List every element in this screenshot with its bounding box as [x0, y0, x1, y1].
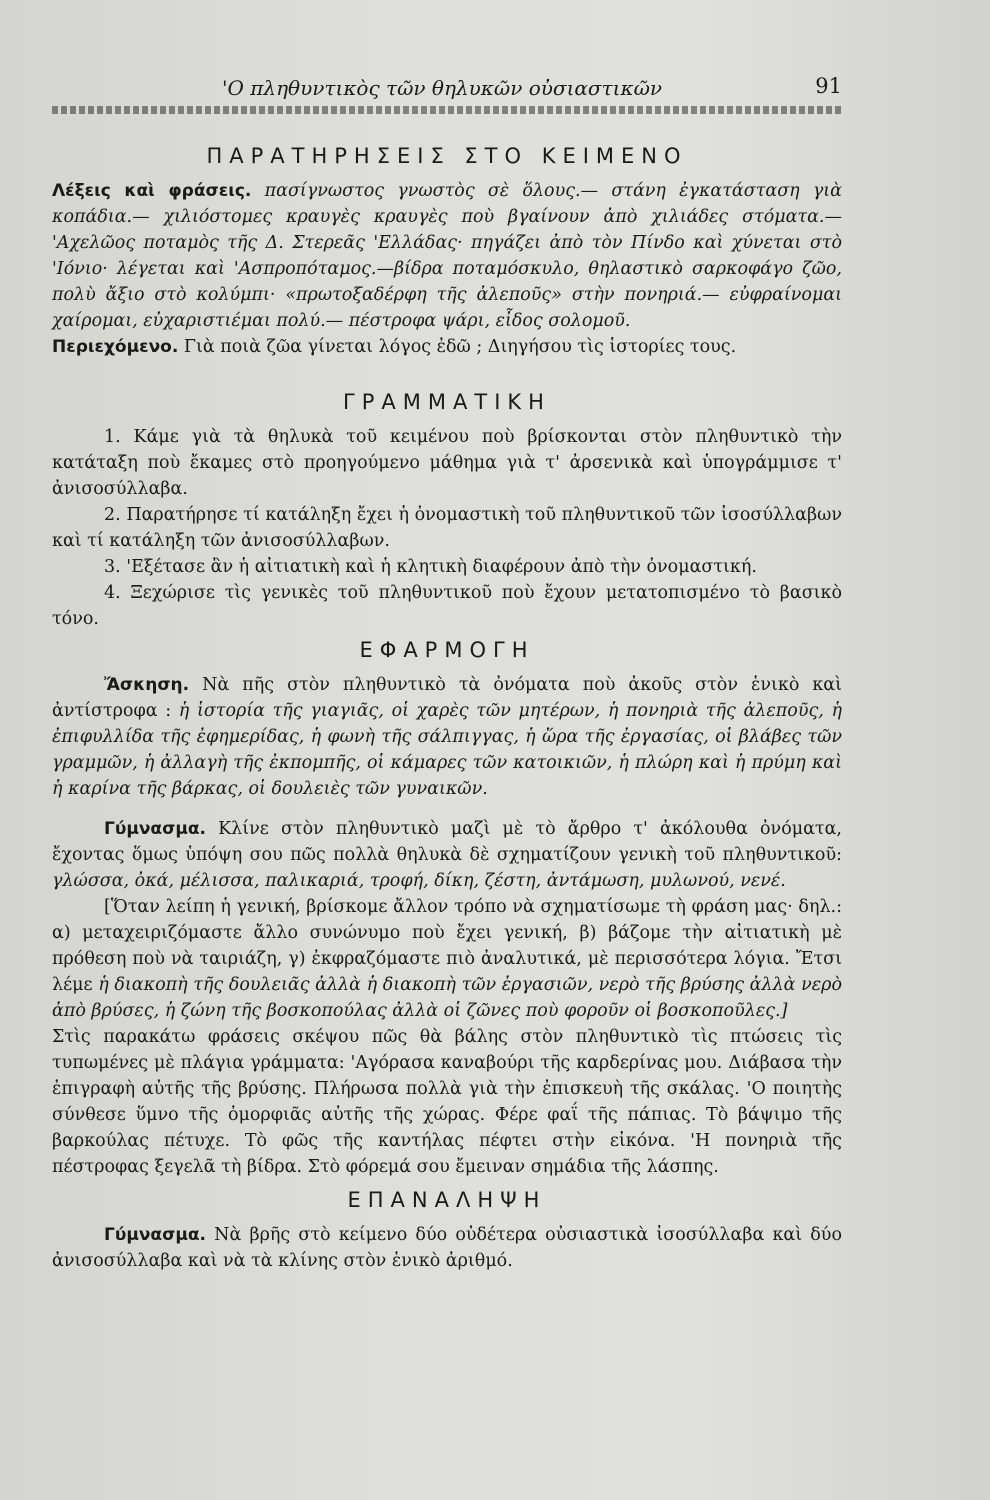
header-rule	[52, 106, 842, 114]
content-label: Περιεχόμενο.	[52, 337, 179, 357]
review-paragraph	[52, 1222, 842, 1274]
content-text: Γιὰ ποιὰ ζῶα γίνεται λόγος ἐδῶ ; Διηγήσου τὶς ἱστορίες τους.	[183, 337, 737, 357]
glossary-label: Λέξεις καὶ φράσεις.	[52, 181, 252, 201]
phrases-paragraph: Στὶς παρακάτω φράσεις σκέψου πῶς θὰ βάλης στὸν πληθυντικὸ τὶς πτώσεις τὶς τυπωμένες μὲ πλάγια γράμματα: 'Αγόρασα καναβούρι τῆς καρδερίνας μου. Διάβασα τὴν ἐπιγραφὴ αὐτῆς τῆς βρύσης. Πλήρωσα πολλὰ γιὰ τὴν ἐπισκευὴ τῆς σκάλας. 'Ο ποιητὴς σύνθεσε ὕμνο τῆς ὀμορφιᾶς αὐτῆς τῆς χώρας. Φέρε φαΐ τῆς πάπιας. Τὸ βάψιμο τῆς βαρκούλας πέτυχε. Τὸ φῶς τῆς καντήλας πέφτει στὴν εἰκόνα. 'Η πονηριὰ τῆς πέστροφας ξεγελᾶ τὴ βίδρα. Στὸ φόρεμά σου ἔμειναν σημάδια τῆς λάσπης.	[52, 1027, 842, 1177]
review-label: Γύμνασμα.	[104, 1225, 206, 1245]
page-number: 91	[815, 74, 842, 98]
section-title-application: ΕΦΑΡΜΟΓΗ	[359, 638, 535, 662]
exercise-paragraph	[52, 672, 842, 802]
exercise-text: Νὰ πῆς στὸν πληθυντικὸ τὰ ὀνόματα ποὺ ἀκοῦς στὸν ἑνικὸ καὶ ἀντίστροφα :	[52, 675, 842, 721]
exercise-label: Ἄσκηση.	[104, 675, 190, 695]
grammar-item: 2. Παρατήρησε τί κατάληξη ἔχει ἡ ὀνομαστικὴ τοῦ πληθυντικοῦ τῶν ἰσοσύλλαβων καὶ τί κατάληξη τῶν ἀνισοσύλλαβων.	[52, 505, 842, 551]
review-text: Νὰ βρῆς στὸ κείμενο δύο οὐδέτερα οὐσιαστικὰ ἰσοσύλλαβα καὶ δύο ἀνισοσύλλαβα καὶ νὰ τὰ κλίνης στὸν ἑνικὸ ἀριθμό.	[52, 1225, 842, 1271]
note-paragraph	[52, 894, 842, 1024]
section-title-grammar: ΓΡΑΜΜΑΤΙΚΗ	[343, 390, 551, 414]
drill-label: Γύμνασμα.	[104, 819, 206, 839]
running-header	[52, 70, 842, 104]
glossary-text: πασίγνωστος γνωστὸς σὲ ὅλους.— στάνη ἐγκατάσταση γιὰ κοπάδια.— χιλιόστομες κραυγὲς κραυγὲς ποὺ βγαίνουν ἀπὸ χιλιάδες στόματα.— 'Αχελῶος ποταμὸς τῆς Δ. Στερεᾶς 'Ελλάδας· πηγάζει ἀπὸ τὸν Πίνδο καὶ χύνεται στὸ 'Ιόνιο· λέγεται καὶ 'Ασπροπόταμος.—βίδρα ποταμόσκυλο, θηλαστικὸ σαρκοφάγο ζῶο, πολὺ ἄξιο στὸ κολύμπι· «πρωτοξαδέρφη τῆς ἀλεποῦς» στὴν πονηριά.— εὐφραίνομαι χαίρομαι, εὐχαριστιέμαι πολύ.— πέστροφα ψάρι, εἶδος σολομοῦ.	[52, 181, 842, 331]
note-text: [Ὅταν λείπη ἡ γενική, βρίσκομε ἄλλον τρόπο νὰ σχηματίσωμε τὴ φράση μας· δηλ.: α) μεταχειριζόμαστε ἄλλο συνώνυμο ποὺ ἔχει γενική, β) βάζομε τὴν αἰτιατικὴ μὲ πρόθεση ποὺ νὰ ταιριάζη, γ) ἐκφραζόμαστε πιὸ ἀναλυτικά, μὲ περισσότερα λόγια. Ἔτσι λέμε	[52, 897, 842, 995]
content-paragraph	[52, 334, 842, 360]
drill-words: γλώσσα, ὀκά, μέλισσα, παλικαριά, τροφή, δίκη, ζέστη, ἀντάμωση, μυλωνού, νενέ.	[52, 871, 786, 891]
drill-text: Κλίνε στὸν πληθυντικὸ μαζὶ μὲ τὸ ἄρθρο τ' ἀκόλουθα ὀνόματα, ἔχοντας ὅμως ὑπόψη σου πῶς πολλὰ θηλυκὰ δὲ σχηματίζουν γενικὴ τοῦ πληθυντικοῦ:	[52, 819, 842, 865]
grammar-item: 1. Κάμε γιὰ τὰ θηλυκὰ τοῦ κειμένου ποὺ βρίσκονται στὸν πληθυντικὸ τὴν κατάταξη ποὺ ἔκαμες στὸ προηγούμενο μάθημα γιὰ τ' ἀρσενικὰ καὶ ὑπογράμμισε τ' ἀνισοσύλλαβα.	[52, 427, 842, 499]
exercise-list: ἡ ἱστορία τῆς γιαγιᾶς, οἱ χαρὲς τῶν μητέρων, ἡ πονηριὰ τῆς ἀλεποῦς, ἡ ἐπιφυλλίδα τῆς ἐφημερίδας, ἡ φωνὴ τῆς σάλπιγγας, ἡ ὥρα τῆς ἐργασίας, οἱ βλάβες τῶν γραμμῶν, ἡ ἀλλαγὴ τῆς ἐκπομπῆς, οἱ κάμαρες τῶν κατοικιῶν, ἡ πλώρη καὶ ἡ πρύμη καὶ ἡ καρίνα τῆς βάρκας, οἱ δουλειὲς τῶν γυναικῶν.	[52, 701, 842, 799]
section-title-review: ΕΠΑΝΑΛΗΨΗ	[347, 1188, 547, 1212]
grammar-item: 3. 'Εξέτασε ἂν ἡ αἰτιατικὴ καὶ ἡ κλητικὴ διαφέρουν ἀπὸ τὴν ὀνομαστική.	[104, 557, 757, 577]
drill-paragraph	[52, 816, 842, 894]
note-examples: ἡ διακοπὴ τῆς δουλειᾶς ἀλλὰ ἡ διακοπὴ τῶν ἐργασιῶν, νερὸ τῆς βρύσης ἀλλὰ νερὸ ἀπὸ βρύσες, ἡ ζώνη τῆς βοσκοπούλας ἀλλὰ οἱ ζῶνες ποὺ φοροῦν οἱ βοσκοποῦλες.]	[52, 975, 842, 1021]
glossary-paragraph	[52, 178, 842, 334]
running-title: 'Ο πληθυντικὸς τῶν θηλυκῶν οὐσιαστικῶν	[222, 76, 663, 100]
section-title-observations: ΠΑΡΑΤΗΡΗΣΕΙΣ ΣΤΟ ΚΕΙΜΕΝΟ	[206, 144, 688, 168]
grammar-item: 4. Ξεχώρισε τὶς γενικὲς τοῦ πληθυντικοῦ ποὺ ἔχουν μετατοπισμένο τὸ βασικὸ τόνο.	[52, 583, 842, 629]
